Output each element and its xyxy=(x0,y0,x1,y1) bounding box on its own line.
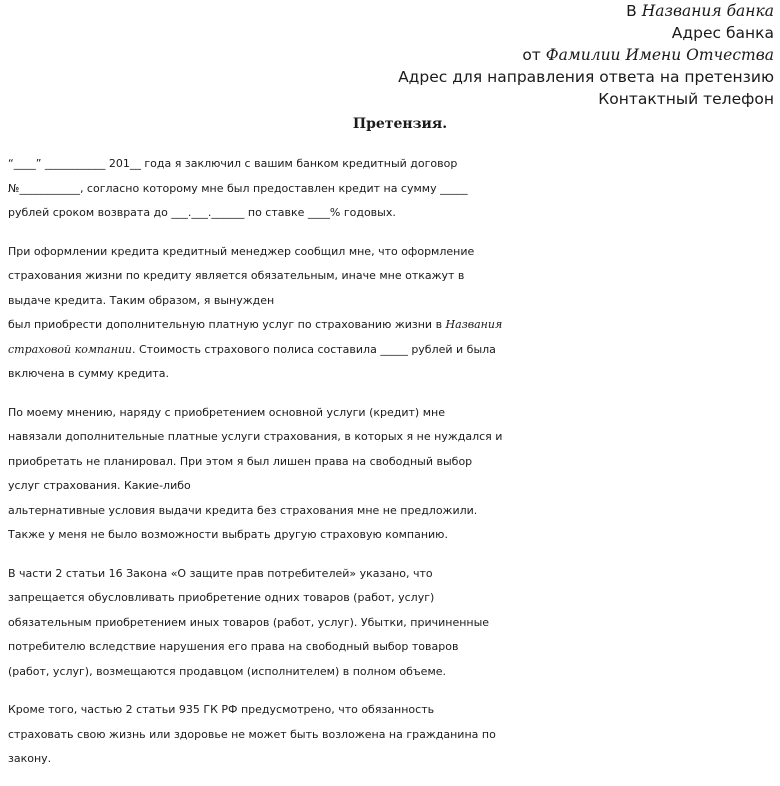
paragraph-insurance-imposed xyxy=(8,240,780,387)
text-line: включена в сумму кредита. xyxy=(8,367,170,380)
text-fragment: был приобрести дополнительную платную услуг по страхованию жизни в xyxy=(8,318,446,331)
text-line: навязали дополнительные платные услуги страхования, в которых я не нуждался и xyxy=(8,430,503,443)
document-body xyxy=(8,152,780,786)
document-title: Претензия. xyxy=(352,116,448,132)
text-line: потребителю вследствие нарушения его права на свободный выбор товаров xyxy=(8,640,459,653)
text-line: В части 2 статьи 16 Закона «О защите прав потребителей» указано, что xyxy=(8,566,433,580)
text-line: страхования жизни по кредиту является обязательным, иначе мне откажут в xyxy=(8,269,465,282)
paragraph-contract xyxy=(8,152,780,226)
text-line xyxy=(8,313,780,338)
text-line: страховать свою жизнь или здоровье не может быть возложена на гражданина по xyxy=(8,727,496,741)
sender-name: Фамилии Имени Отчества xyxy=(545,46,774,64)
text-line: “____” ___________ 201__ года я заключил с вашим банком кредитный договор xyxy=(8,157,458,170)
text-line: №___________, согласно которому мне был предоставлен кредит на сумму _____ xyxy=(8,181,468,195)
paragraph-opinion xyxy=(8,401,780,548)
paragraph-civil-code xyxy=(8,698,780,772)
text-line: услуг страхования. Какие-либо xyxy=(8,479,191,492)
text-line: запрещается обусловливать приобретение одних товаров (работ, услуг) xyxy=(8,591,435,604)
bank-name: Названия банка xyxy=(641,2,774,20)
recipient-line xyxy=(398,0,774,22)
reply-address: Адрес для направления ответа на претензию xyxy=(398,68,774,86)
text-line: обязательным приобретением иных товаров (работ, услуг). Убытки, причиненные xyxy=(8,615,490,629)
text-line: (работ, услуг), возмещаются продавцом (исполнителем) в полном объеме. xyxy=(8,664,447,678)
bank-address: Адрес банка xyxy=(671,24,774,42)
sender-line xyxy=(398,44,774,66)
text-line: рублей сроком возврата до ___.___.______ по ставке ____% годовых. xyxy=(8,206,396,219)
addressee-block xyxy=(398,0,774,110)
insurer-name-part2: страховой компании xyxy=(8,342,132,356)
text-line: Кроме того, частью 2 статьи 935 ГК РФ предусмотрено, что обязанность xyxy=(8,703,435,716)
text-line: закону. xyxy=(8,752,52,765)
paragraph-consumer-law xyxy=(8,562,780,685)
text-line: Также у меня не было возможности выбрать другую страховую компанию. xyxy=(8,528,448,541)
insurer-name-part1: Названия xyxy=(445,318,503,331)
text-line: приобретать не планировал. При этом я был лишен права на свободный выбор xyxy=(8,454,473,468)
text-line: При оформлении кредита кредитный менеджер сообщил мне, что оформление xyxy=(8,244,475,258)
text-fragment: . Стоимость страхового полиса составила _____ рублей и была xyxy=(132,342,496,356)
contact-phone: Контактный телефон xyxy=(598,90,774,108)
text-line: выдаче кредита. Таким образом, я вынужден xyxy=(8,293,275,307)
text-line: альтернативные условия выдачи кредита без страхования мне не предложили. xyxy=(8,503,478,517)
from-prefix: от xyxy=(522,46,546,64)
text-line: По моему мнению, наряду с приобретением основной услуги (кредит) мне xyxy=(8,405,445,419)
to-prefix: В xyxy=(626,2,642,20)
text-line xyxy=(8,338,780,363)
